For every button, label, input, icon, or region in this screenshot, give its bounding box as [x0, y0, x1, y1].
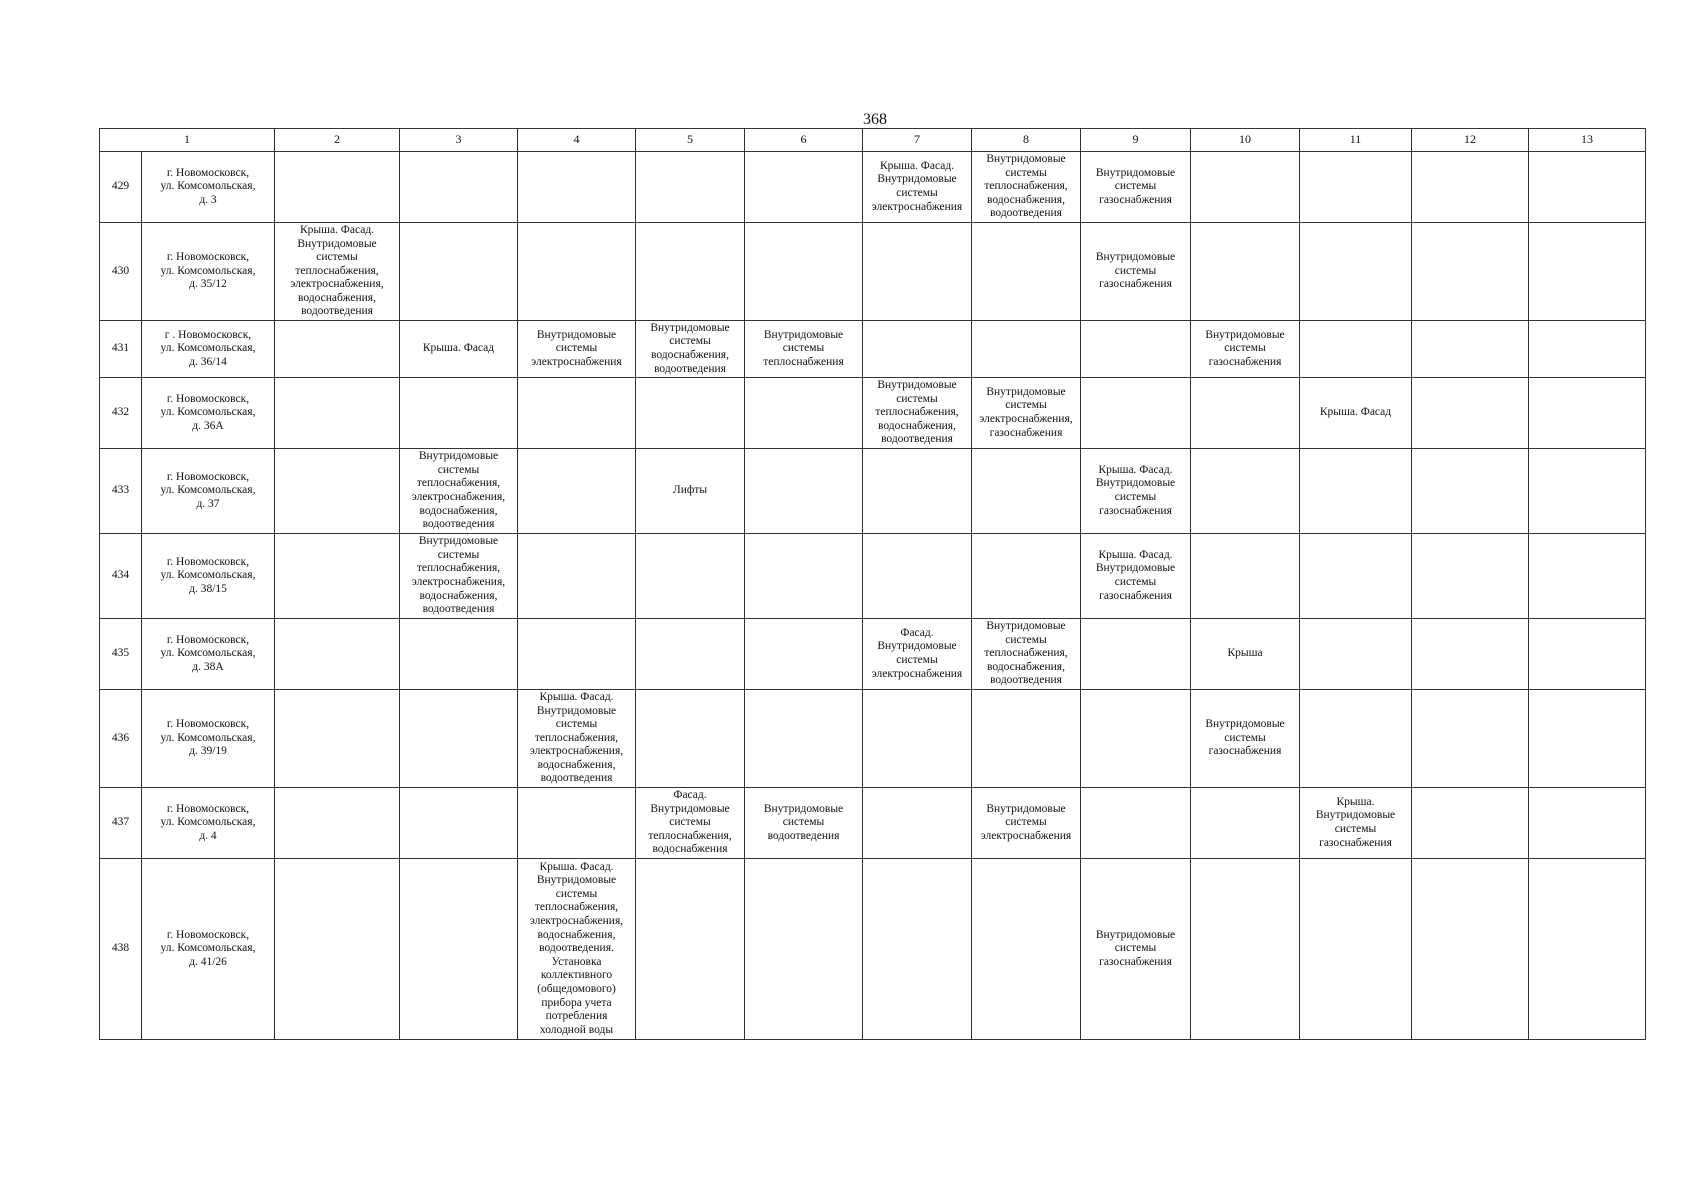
address-cell [142, 690, 275, 788]
work-cell [518, 449, 636, 534]
work-cell [636, 619, 745, 690]
work-cell [1529, 223, 1646, 321]
work-cell [1412, 788, 1529, 859]
work-cell [636, 223, 745, 321]
work-cell [1300, 449, 1412, 534]
table-row [100, 788, 1646, 859]
work-text: Крыша. Фасад. Внутридомовые системы газоснабжения [1095, 463, 1176, 517]
work-cell [1081, 619, 1191, 690]
work-cell [972, 152, 1081, 223]
work-cell [275, 378, 400, 449]
work-text: Внутридомовые системы теплоснабжения, электроснабжения, водоснабжения, водоотведения [411, 535, 506, 616]
row-number: 431 [100, 321, 142, 378]
work-cell [1081, 788, 1191, 859]
work-cell [972, 859, 1081, 1040]
column-header: 8 [972, 129, 1081, 152]
column-header: 3 [400, 129, 518, 152]
address-text: г. Новомосковск, ул. Комсомольская, д. 3 [160, 166, 256, 206]
work-cell [1300, 788, 1412, 859]
work-cell [1300, 223, 1412, 321]
work-cell [972, 223, 1081, 321]
work-text: Внутридомовые системы электроснабжения [980, 802, 1072, 842]
work-cell [863, 152, 972, 223]
work-cell [1529, 321, 1646, 378]
column-header: 2 [275, 129, 400, 152]
work-text: Крыша. Фасад [422, 342, 495, 355]
work-cell [1529, 449, 1646, 534]
work-cell [1081, 534, 1191, 619]
work-cell [1191, 619, 1300, 690]
work-cell [1191, 152, 1300, 223]
work-cell [863, 321, 972, 378]
column-header: 10 [1191, 129, 1300, 152]
repair-schedule-table [99, 128, 1646, 1040]
work-cell [636, 321, 745, 378]
row-number: 435 [100, 619, 142, 690]
work-cell [745, 690, 863, 788]
work-cell [1412, 690, 1529, 788]
column-header: 1 [100, 129, 275, 152]
work-cell [972, 534, 1081, 619]
work-cell [400, 534, 518, 619]
work-cell [1300, 690, 1412, 788]
address-cell [142, 152, 275, 223]
work-cell [972, 619, 1081, 690]
work-cell [636, 449, 745, 534]
work-text: Внутридомовые системы электроснабжения [531, 328, 622, 368]
address-text: г. Новомосковск, ул. Комсомольская, д. 41/26 [160, 928, 256, 968]
work-text: Фасад. Внутридомовые системы электроснабжения [871, 626, 963, 680]
work-cell [636, 859, 745, 1040]
work-cell [1529, 859, 1646, 1040]
work-text: Крыша. Внутридомовые системы газоснабжения [1315, 795, 1396, 849]
column-header: 11 [1300, 129, 1412, 152]
work-cell [636, 690, 745, 788]
table-row [100, 859, 1646, 1040]
address-text: г. Новомосковск, ул. Комсомольская, д. 36А [160, 392, 256, 432]
work-cell [1081, 152, 1191, 223]
table-row [100, 690, 1646, 788]
work-cell [1300, 378, 1412, 449]
work-cell [1191, 449, 1300, 534]
address-cell [142, 619, 275, 690]
work-text: Внутридомовые системы водоотведения [763, 802, 844, 842]
work-cell [275, 534, 400, 619]
work-cell [1081, 378, 1191, 449]
row-number: 433 [100, 449, 142, 534]
work-text: Внутридомовые системы теплоснабжения, водоснабжения, водоотведения [984, 620, 1068, 687]
work-cell [400, 619, 518, 690]
work-cell [400, 859, 518, 1040]
work-cell [972, 690, 1081, 788]
work-cell [1300, 859, 1412, 1040]
address-cell [142, 223, 275, 321]
work-cell [972, 321, 1081, 378]
column-header: 6 [745, 129, 863, 152]
column-header: 5 [636, 129, 745, 152]
work-cell [518, 619, 636, 690]
page-number: 368 [863, 111, 887, 128]
work-cell [863, 223, 972, 321]
work-text: Внутридомовые системы газоснабжения [1205, 328, 1285, 368]
work-cell [1529, 534, 1646, 619]
work-cell [636, 788, 745, 859]
work-text: Внутридомовые системы газоснабжения [1205, 718, 1285, 758]
table-row [100, 534, 1646, 619]
work-cell [400, 690, 518, 788]
work-cell [1081, 223, 1191, 321]
work-cell [1191, 859, 1300, 1040]
address-cell [142, 788, 275, 859]
work-cell [518, 378, 636, 449]
table-row [100, 449, 1646, 534]
column-header: 7 [863, 129, 972, 152]
column-header: 13 [1529, 129, 1646, 152]
work-cell [400, 378, 518, 449]
address-text: г. Новомосковск, ул. Комсомольская, д. 4 [160, 802, 256, 842]
work-cell [518, 690, 636, 788]
work-text: Крыша. Фасад. Внутридомовые системы электроснабжения [871, 159, 963, 213]
address-cell [142, 859, 275, 1040]
row-number: 430 [100, 223, 142, 321]
work-cell [863, 449, 972, 534]
work-cell [1412, 619, 1529, 690]
work-cell [275, 321, 400, 378]
work-text: Внутридомовые системы электроснабжения, газоснабжения [979, 385, 1073, 439]
work-cell [400, 449, 518, 534]
work-cell [518, 534, 636, 619]
address-text: г. Новомосковск, ул. Комсомольская, д. 35/12 [160, 251, 256, 291]
work-cell [745, 378, 863, 449]
work-cell [863, 619, 972, 690]
work-cell [1529, 152, 1646, 223]
work-cell [1300, 534, 1412, 619]
work-cell [972, 449, 1081, 534]
work-cell [1081, 690, 1191, 788]
address-text: г . Новомосковск, ул. Комсомольская, д. 36/14 [160, 328, 256, 368]
address-cell [142, 449, 275, 534]
work-cell [745, 223, 863, 321]
row-number: 434 [100, 534, 142, 619]
work-cell [1412, 449, 1529, 534]
work-cell [275, 449, 400, 534]
work-cell [863, 534, 972, 619]
work-cell [1300, 321, 1412, 378]
work-cell [400, 152, 518, 223]
work-cell [745, 449, 863, 534]
work-cell [518, 788, 636, 859]
work-cell [275, 788, 400, 859]
work-cell [745, 534, 863, 619]
table-row [100, 378, 1646, 449]
table-row [100, 152, 1646, 223]
work-cell [1529, 619, 1646, 690]
work-cell [1300, 152, 1412, 223]
work-cell [400, 321, 518, 378]
work-cell [1081, 449, 1191, 534]
work-cell [518, 152, 636, 223]
work-text: Внутридомовые системы водоснабжения, водоотведения [650, 321, 730, 375]
column-header: 12 [1412, 129, 1529, 152]
work-text: Внутридомовые системы теплоснабжения, электроснабжения, водоснабжения, водоотведения [411, 450, 506, 531]
work-cell [400, 788, 518, 859]
work-cell [863, 378, 972, 449]
address-text: г. Новомосковск, ул. Комсомольская, д. 38А [160, 633, 256, 673]
work-cell [518, 859, 636, 1040]
work-cell [863, 788, 972, 859]
work-cell [1191, 223, 1300, 321]
work-cell [1191, 321, 1300, 378]
work-cell [1412, 378, 1529, 449]
table-row [100, 619, 1646, 690]
work-cell [1191, 378, 1300, 449]
work-cell [275, 859, 400, 1040]
work-text: Крыша. Фасад. Внутридомовые системы теплоснабжения, электроснабжения, водоснабжения, водоотведения. Установка коллективного (общедомового) прибора учета потребления холодной воды [529, 860, 624, 1036]
work-cell [1529, 788, 1646, 859]
work-cell [745, 788, 863, 859]
work-cell [636, 152, 745, 223]
work-cell [745, 859, 863, 1040]
work-cell [972, 378, 1081, 449]
work-text: Внутридомовые системы теплоснабжения [763, 328, 844, 368]
work-text: Внутридомовые системы газоснабжения [1095, 166, 1176, 206]
work-cell [636, 534, 745, 619]
work-text: Внутридомовые системы теплоснабжения, водоснабжения, водоотведения [875, 379, 959, 446]
address-cell [142, 534, 275, 619]
work-text: Крыша. Фасад. Внутридомовые системы газоснабжения [1095, 548, 1176, 602]
work-text: Внутридомовые системы газоснабжения [1095, 928, 1176, 968]
address-text: г. Новомосковск, ул. Комсомольская, д. 38/15 [160, 555, 256, 595]
work-text: Лифты [672, 484, 708, 497]
work-cell [275, 223, 400, 321]
row-number: 438 [100, 859, 142, 1040]
address-text: г. Новомосковск, ул. Комсомольская, д. 39/19 [160, 718, 256, 758]
work-cell [275, 619, 400, 690]
work-cell [1412, 152, 1529, 223]
row-number: 437 [100, 788, 142, 859]
work-cell [1412, 859, 1529, 1040]
work-cell [518, 223, 636, 321]
work-text: Внутридомовые системы теплоснабжения, водоснабжения, водоотведения [984, 153, 1068, 220]
row-number: 429 [100, 152, 142, 223]
work-cell [636, 378, 745, 449]
work-text: Крыша. Фасад. Внутридомовые системы теплоснабжения, электроснабжения, водоснабжения, водоотведения [529, 690, 624, 785]
work-cell [1412, 321, 1529, 378]
table-row [100, 223, 1646, 321]
work-cell [745, 321, 863, 378]
work-text: Фасад. Внутридомовые системы теплоснабжения, водоснабжения [648, 789, 732, 856]
work-cell [1081, 321, 1191, 378]
work-cell [275, 152, 400, 223]
work-cell [400, 223, 518, 321]
work-cell [1300, 619, 1412, 690]
work-cell [1412, 223, 1529, 321]
work-cell [1529, 378, 1646, 449]
work-text: Крыша [1227, 647, 1263, 660]
work-cell [1529, 690, 1646, 788]
work-cell [1081, 859, 1191, 1040]
work-text: Крыша. Фасад [1319, 406, 1392, 419]
work-cell [1191, 534, 1300, 619]
work-cell [745, 619, 863, 690]
work-cell [1412, 534, 1529, 619]
column-header: 9 [1081, 129, 1191, 152]
table-row [100, 321, 1646, 378]
column-header: 4 [518, 129, 636, 152]
address-text: г. Новомосковск, ул. Комсомольская, д. 37 [160, 470, 256, 510]
work-cell [972, 788, 1081, 859]
work-cell [863, 690, 972, 788]
work-text: Крыша. Фасад. Внутридомовые системы теплоснабжения, электроснабжения, водоснабжения, водоотведения [290, 223, 384, 318]
row-number: 436 [100, 690, 142, 788]
work-cell [745, 152, 863, 223]
row-number: 432 [100, 378, 142, 449]
work-cell [275, 690, 400, 788]
work-text: Внутридомовые системы газоснабжения [1095, 251, 1176, 291]
work-cell [863, 859, 972, 1040]
column-number-row [100, 129, 1646, 152]
work-cell [518, 321, 636, 378]
work-cell [1191, 788, 1300, 859]
address-cell [142, 378, 275, 449]
address-cell [142, 321, 275, 378]
work-cell [1191, 690, 1300, 788]
